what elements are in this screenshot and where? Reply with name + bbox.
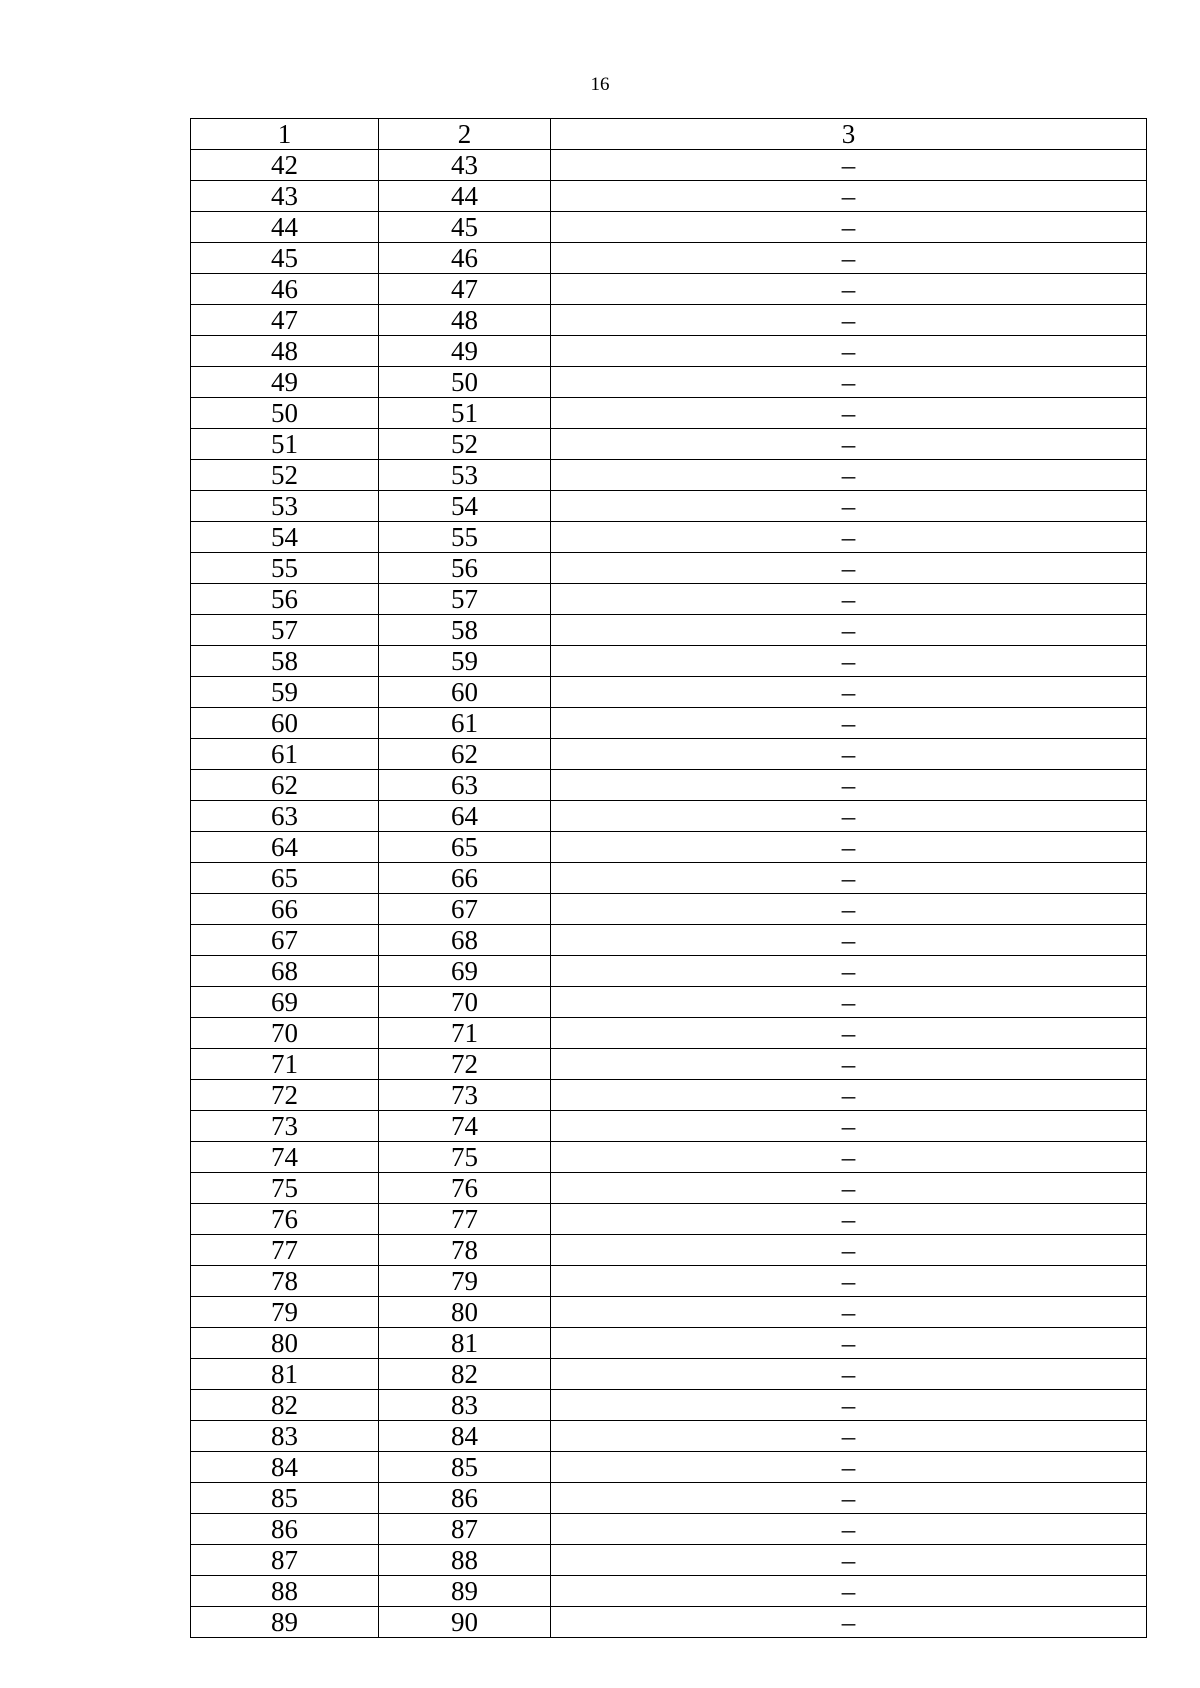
table-cell-col2: 73 <box>379 1080 551 1111</box>
table-cell-col3: – <box>551 1266 1147 1297</box>
column-header-3: 3 <box>551 119 1147 150</box>
table-cell-col3: – <box>551 770 1147 801</box>
table-row <box>191 1452 1147 1483</box>
table-cell-col3: – <box>551 801 1147 832</box>
table-cell-col1: 71 <box>191 1049 379 1080</box>
table-cell-col2: 56 <box>379 553 551 584</box>
table-cell-col2: 81 <box>379 1328 551 1359</box>
page-number: 16 <box>590 74 610 95</box>
table-cell-col3: – <box>551 305 1147 336</box>
table-cell-col1: 47 <box>191 305 379 336</box>
table-cell-col2: 77 <box>379 1204 551 1235</box>
table-cell-col1: 66 <box>191 894 379 925</box>
table-cell-col2: 80 <box>379 1297 551 1328</box>
table-row <box>191 274 1147 305</box>
table-cell-col3: – <box>551 181 1147 212</box>
column-header-2: 2 <box>379 119 551 150</box>
table-row <box>191 212 1147 243</box>
table-row <box>191 1390 1147 1421</box>
table-cell-col3: – <box>551 863 1147 894</box>
table-cell-col2: 82 <box>379 1359 551 1390</box>
table-row <box>191 243 1147 274</box>
table-cell-col1: 65 <box>191 863 379 894</box>
table-cell-col2: 74 <box>379 1111 551 1142</box>
table-cell-col2: 85 <box>379 1452 551 1483</box>
table-row <box>191 181 1147 212</box>
table-cell-col2: 45 <box>379 212 551 243</box>
table-cell-col1: 83 <box>191 1421 379 1452</box>
table-cell-col2: 66 <box>379 863 551 894</box>
table-cell-col3: – <box>551 553 1147 584</box>
table-cell-col2: 55 <box>379 522 551 553</box>
table-cell-col3: – <box>551 429 1147 460</box>
table-cell-col1: 70 <box>191 1018 379 1049</box>
table-cell-col2: 83 <box>379 1390 551 1421</box>
table-cell-col2: 60 <box>379 677 551 708</box>
table-cell-col2: 51 <box>379 398 551 429</box>
table-row <box>191 987 1147 1018</box>
table-cell-col3: – <box>551 925 1147 956</box>
table-cell-col2: 54 <box>379 491 551 522</box>
table-cell-col3: – <box>551 1421 1147 1452</box>
table-cell-col3: – <box>551 150 1147 181</box>
table-cell-col1: 50 <box>191 398 379 429</box>
table-cell-col2: 68 <box>379 925 551 956</box>
table-cell-col3: – <box>551 212 1147 243</box>
table-cell-col1: 76 <box>191 1204 379 1235</box>
table-row <box>191 398 1147 429</box>
table-cell-col3: – <box>551 1049 1147 1080</box>
table-cell-col2: 57 <box>379 584 551 615</box>
table-row <box>191 956 1147 987</box>
table-cell-col1: 80 <box>191 1328 379 1359</box>
table-row <box>191 863 1147 894</box>
table-cell-col1: 42 <box>191 150 379 181</box>
table-cell-col2: 84 <box>379 1421 551 1452</box>
table-cell-col1: 48 <box>191 336 379 367</box>
table-cell-col1: 81 <box>191 1359 379 1390</box>
table-cell-col1: 86 <box>191 1514 379 1545</box>
table-row <box>191 1297 1147 1328</box>
table-cell-col3: – <box>551 1452 1147 1483</box>
table-cell-col1: 77 <box>191 1235 379 1266</box>
table-cell-col1: 44 <box>191 212 379 243</box>
table-row <box>191 1359 1147 1390</box>
table-cell-col3: – <box>551 739 1147 770</box>
table-cell-col3: – <box>551 708 1147 739</box>
table-cell-col1: 82 <box>191 1390 379 1421</box>
table-cell-col2: 47 <box>379 274 551 305</box>
table-cell-col1: 59 <box>191 677 379 708</box>
table-cell-col3: – <box>551 460 1147 491</box>
table-cell-col1: 75 <box>191 1173 379 1204</box>
table-cell-col3: – <box>551 1018 1147 1049</box>
table-cell-col3: – <box>551 274 1147 305</box>
table-cell-col1: 46 <box>191 274 379 305</box>
table-cell-col1: 45 <box>191 243 379 274</box>
table-cell-col2: 90 <box>379 1607 551 1638</box>
table-cell-col1: 58 <box>191 646 379 677</box>
table-cell-col3: – <box>551 1235 1147 1266</box>
table-row <box>191 1421 1147 1452</box>
table-cell-col2: 87 <box>379 1514 551 1545</box>
table-row <box>191 1049 1147 1080</box>
table-row <box>191 1266 1147 1297</box>
table-cell-col3: – <box>551 1328 1147 1359</box>
table-cell-col2: 44 <box>379 181 551 212</box>
table-row <box>191 1607 1147 1638</box>
table-row <box>191 1483 1147 1514</box>
table-cell-col3: – <box>551 1483 1147 1514</box>
table-cell-col1: 68 <box>191 956 379 987</box>
table-cell-col3: – <box>551 1545 1147 1576</box>
table-row <box>191 584 1147 615</box>
table-cell-col1: 56 <box>191 584 379 615</box>
table-cell-col1: 74 <box>191 1142 379 1173</box>
table-cell-col1: 53 <box>191 491 379 522</box>
table-cell-col3: – <box>551 584 1147 615</box>
table-cell-col3: – <box>551 1111 1147 1142</box>
table-cell-col1: 87 <box>191 1545 379 1576</box>
table-header-row <box>191 119 1147 150</box>
table-body <box>191 150 1147 1638</box>
table-cell-col3: – <box>551 491 1147 522</box>
table-cell-col1: 85 <box>191 1483 379 1514</box>
table-cell-col3: – <box>551 894 1147 925</box>
table-cell-col2: 58 <box>379 615 551 646</box>
table-cell-col2: 59 <box>379 646 551 677</box>
table-cell-col1: 57 <box>191 615 379 646</box>
table-cell-col3: – <box>551 243 1147 274</box>
table-row <box>191 150 1147 181</box>
table-cell-col3: – <box>551 398 1147 429</box>
table-row <box>191 1235 1147 1266</box>
table-row <box>191 491 1147 522</box>
table-row <box>191 739 1147 770</box>
table-cell-col1: 62 <box>191 770 379 801</box>
table-cell-col1: 73 <box>191 1111 379 1142</box>
table-cell-col1: 88 <box>191 1576 379 1607</box>
table-cell-col1: 43 <box>191 181 379 212</box>
table-row <box>191 770 1147 801</box>
table-cell-col1: 51 <box>191 429 379 460</box>
table-cell-col2: 49 <box>379 336 551 367</box>
table-cell-col2: 72 <box>379 1049 551 1080</box>
table-row <box>191 1328 1147 1359</box>
table-cell-col3: – <box>551 987 1147 1018</box>
table-row <box>191 367 1147 398</box>
table-cell-col3: – <box>551 646 1147 677</box>
table-cell-col3: – <box>551 336 1147 367</box>
table-cell-col1: 69 <box>191 987 379 1018</box>
table-row <box>191 460 1147 491</box>
table-cell-col3: – <box>551 1390 1147 1421</box>
table-row <box>191 1576 1147 1607</box>
table-cell-col3: – <box>551 1142 1147 1173</box>
table-cell-col3: – <box>551 1204 1147 1235</box>
data-table <box>190 118 1147 1638</box>
table-row <box>191 1173 1147 1204</box>
table-cell-col2: 64 <box>379 801 551 832</box>
table-row <box>191 677 1147 708</box>
table-row <box>191 336 1147 367</box>
table-row <box>191 894 1147 925</box>
table-cell-col3: – <box>551 1173 1147 1204</box>
table-cell-col2: 86 <box>379 1483 551 1514</box>
table-cell-col1: 63 <box>191 801 379 832</box>
table-row <box>191 615 1147 646</box>
table-cell-col2: 70 <box>379 987 551 1018</box>
table-cell-col1: 67 <box>191 925 379 956</box>
table-cell-col2: 46 <box>379 243 551 274</box>
table-cell-col2: 52 <box>379 429 551 460</box>
table-cell-col2: 43 <box>379 150 551 181</box>
table-row <box>191 708 1147 739</box>
table-cell-col2: 79 <box>379 1266 551 1297</box>
table-cell-col2: 78 <box>379 1235 551 1266</box>
table-cell-col1: 52 <box>191 460 379 491</box>
table-row <box>191 1545 1147 1576</box>
table-cell-col2: 67 <box>379 894 551 925</box>
table-cell-col3: – <box>551 956 1147 987</box>
table-cell-col3: – <box>551 367 1147 398</box>
table-cell-col2: 61 <box>379 708 551 739</box>
table-cell-col3: – <box>551 1607 1147 1638</box>
table-cell-col1: 79 <box>191 1297 379 1328</box>
table-row <box>191 553 1147 584</box>
table-cell-col3: – <box>551 677 1147 708</box>
table-cell-col3: – <box>551 1297 1147 1328</box>
table-cell-col2: 69 <box>379 956 551 987</box>
table-cell-col2: 48 <box>379 305 551 336</box>
table-cell-col1: 84 <box>191 1452 379 1483</box>
table-cell-col1: 49 <box>191 367 379 398</box>
table-cell-col1: 64 <box>191 832 379 863</box>
table-cell-col1: 60 <box>191 708 379 739</box>
table-cell-col3: – <box>551 522 1147 553</box>
table-row <box>191 1204 1147 1235</box>
table-row <box>191 801 1147 832</box>
table-cell-col3: – <box>551 1576 1147 1607</box>
table-row <box>191 305 1147 336</box>
table-cell-col2: 50 <box>379 367 551 398</box>
table-cell-col3: – <box>551 1080 1147 1111</box>
table-cell-col1: 55 <box>191 553 379 584</box>
table-row <box>191 1111 1147 1142</box>
table-row <box>191 1142 1147 1173</box>
table-cell-col2: 71 <box>379 1018 551 1049</box>
table-row <box>191 429 1147 460</box>
table-cell-col2: 53 <box>379 460 551 491</box>
table-cell-col1: 78 <box>191 1266 379 1297</box>
table-cell-col2: 65 <box>379 832 551 863</box>
table-cell-col3: – <box>551 1359 1147 1390</box>
table-cell-col1: 54 <box>191 522 379 553</box>
table-row <box>191 1018 1147 1049</box>
table-cell-col1: 89 <box>191 1607 379 1638</box>
table-cell-col1: 72 <box>191 1080 379 1111</box>
table-cell-col3: – <box>551 1514 1147 1545</box>
table-row <box>191 522 1147 553</box>
table-cell-col3: – <box>551 615 1147 646</box>
table-cell-col2: 63 <box>379 770 551 801</box>
column-header-1: 1 <box>191 119 379 150</box>
table-cell-col2: 76 <box>379 1173 551 1204</box>
table-cell-col3: – <box>551 832 1147 863</box>
table-cell-col1: 61 <box>191 739 379 770</box>
table-cell-col2: 62 <box>379 739 551 770</box>
table-row <box>191 832 1147 863</box>
table-row <box>191 1080 1147 1111</box>
table-cell-col2: 88 <box>379 1545 551 1576</box>
table-row <box>191 925 1147 956</box>
table-row <box>191 646 1147 677</box>
table-row <box>191 1514 1147 1545</box>
table-cell-col2: 89 <box>379 1576 551 1607</box>
table-cell-col2: 75 <box>379 1142 551 1173</box>
